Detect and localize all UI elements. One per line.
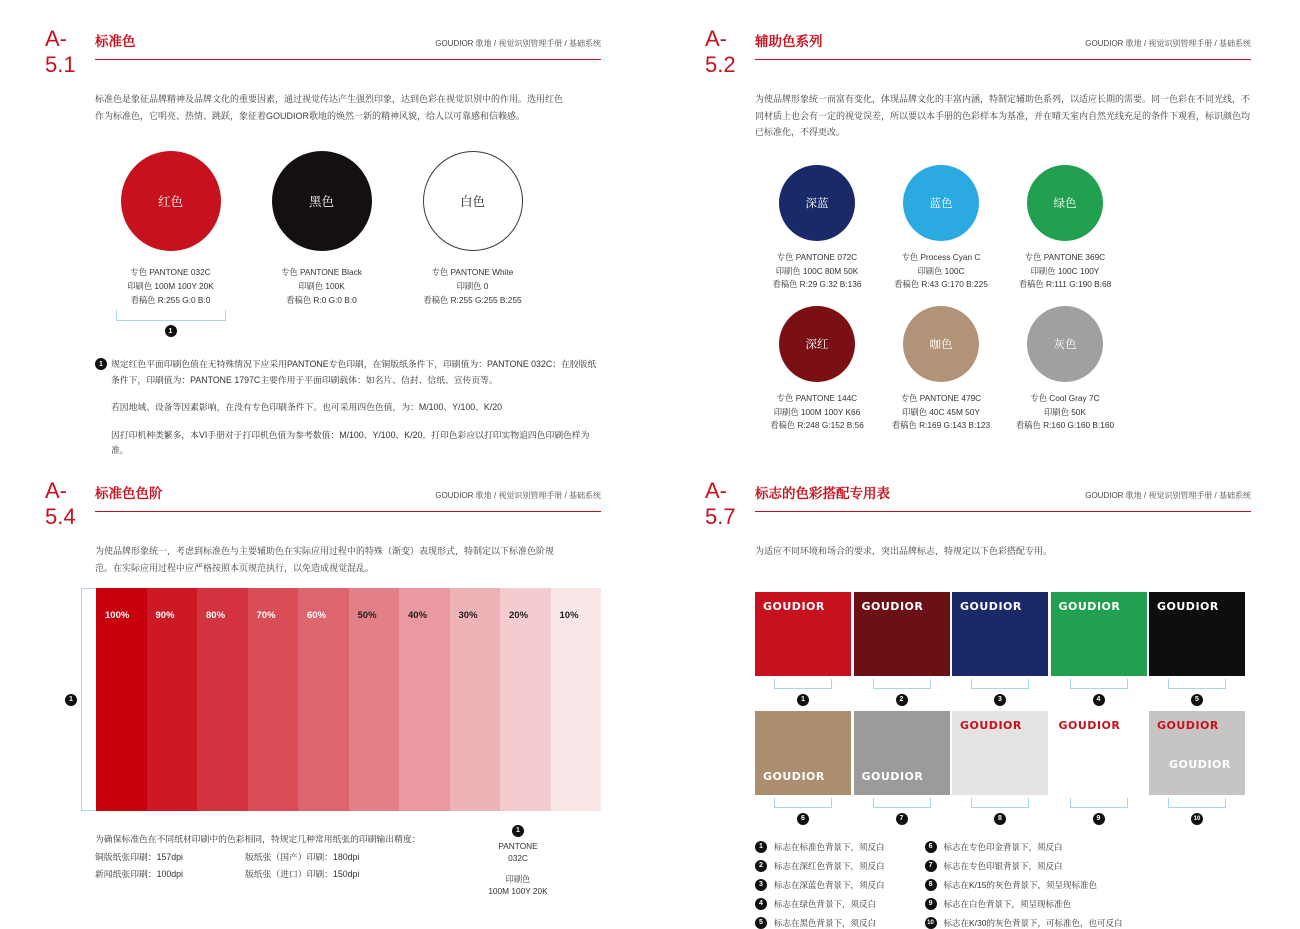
print-resolution-cell: 铜版纸张印刷：157dpi: [95, 851, 183, 862]
note-marker-badge: 1: [95, 358, 107, 370]
legend-text: 标志在K/15的灰色背景下，须呈现标准色: [943, 879, 1098, 890]
color-spec-line: 专色 PANTONE 144C: [776, 392, 858, 403]
legend-item: [925, 860, 1123, 872]
color-name-label: 深蓝: [805, 197, 829, 210]
legend-item: [925, 879, 1123, 891]
tile-number-badge: 10: [1191, 813, 1203, 825]
legend-text: 标志在绿色背景下，须反白: [774, 898, 877, 909]
brand-logo: GOUDIOR: [1058, 599, 1121, 613]
color-spec-line: 印刷色 0: [456, 280, 489, 291]
logo-color-legend: [755, 841, 1251, 929]
annotation-line: 印刷色: [505, 873, 531, 884]
legend-item: [755, 860, 885, 872]
brand-logo: GOUDIOR: [861, 769, 924, 783]
legend-text: 标志在深蓝色背景下，须反白: [774, 879, 885, 890]
note-marker-badge: 1: [65, 694, 77, 706]
color-spec: [892, 392, 990, 433]
tile-number-badge: 2: [896, 694, 908, 706]
color-name-label: 蓝色: [929, 197, 953, 210]
brand-logo: GOUDIOR: [1157, 718, 1219, 732]
color-spec-line: 印刷色 100K: [298, 280, 345, 291]
annotation-gap: [463, 865, 573, 873]
tint-percent-label: 20%: [509, 610, 529, 622]
color-spec: [894, 251, 988, 292]
tile-number-badge: 4: [1093, 694, 1105, 706]
color-item: [246, 151, 397, 337]
section-a54-color-scale: [45, 478, 601, 898]
logo-tile: [952, 711, 1048, 795]
legend-number-badge: 9: [925, 898, 937, 910]
standard-color-circles: [95, 151, 601, 337]
section-header: [45, 26, 601, 78]
color-spec-line: 看稿色 R:255 G:0 B:0: [130, 294, 211, 305]
manual-breadcrumb: GOUDIOR 歌地 / 视觉识别管理手册 / 基础系统: [435, 491, 601, 500]
print-resolution-cell: 版纸张（国产）印刷：180dpi: [245, 851, 360, 862]
note-bracket: [116, 310, 226, 321]
section-title: 标准色色阶: [95, 486, 163, 501]
section-a52-auxiliary-colors: [705, 26, 1251, 433]
color-spec-line: 看稿色 R:29 G:32 B:136: [772, 279, 862, 290]
logo-tile-cell: [952, 592, 1048, 706]
section-intro: 为使品牌形象统一，考虑到标准色与主要辅助色在实际应用过程中的特殊（渐变）表现形式，特制定以下标准色阶规范。在实际应用过程中应严格按照本页规范执行，以免造成视觉混乱。: [95, 546, 555, 573]
tile-bracket: [1168, 679, 1226, 689]
color-circle: [779, 165, 855, 241]
legend-number-badge: 7: [925, 860, 937, 872]
section-intro: 标准色是象征品牌精神及品牌文化的重要因素，通过视觉传达产生强烈印象，达到色彩在视觉识别中的作用。选用红色作为标准色，它明亮、热情、跳跃，象征着GOUDIOR歌地的焕然一新的精神风貌，给人以可靠感和信赖感。: [95, 94, 564, 121]
color-spec-line: 印刷色 100C: [917, 265, 965, 276]
color-spec-line: 印刷色 100C 80M 50K: [775, 265, 859, 276]
color-spec-line: 看稿色 R:0 G:0 B:0: [286, 294, 357, 305]
color-spec-line: 专色 PANTONE Black: [281, 267, 362, 278]
color-spec-line: 看稿色 R:169 G:143 B:123: [891, 420, 991, 431]
tint-percent-label: 90%: [155, 610, 175, 622]
logo-tile: [952, 592, 1048, 676]
legend-item: [925, 917, 1123, 929]
color-spec-line: 看稿色 R:248 G:152 B:56: [770, 420, 864, 431]
logo-tile: [854, 711, 950, 795]
color-name-label: 咖色: [929, 338, 953, 351]
tile-bracket: [1070, 798, 1128, 808]
color-spec-line: 看稿色 R:111 G:190 B:68: [1018, 279, 1112, 290]
color-spec: [770, 392, 864, 433]
legend-item: [755, 917, 885, 929]
legend-text: 标志在专色印金背景下，须反白: [943, 841, 1063, 852]
section-rule: [755, 30, 1251, 60]
logo-tile-cell: [1149, 592, 1245, 706]
legend-column-left: [755, 841, 885, 929]
color-item: [755, 306, 879, 433]
print-resolution-title: 为确保标准色在不同纸材印刷中的色彩相同，特规定几种常用纸张的印刷输出精度：: [95, 834, 421, 845]
color-spec: [1019, 251, 1111, 292]
logo-tile: [1051, 711, 1147, 795]
brand-logo: GOUDIOR: [763, 769, 825, 783]
legend-item: [755, 879, 885, 891]
tint-segment: [147, 588, 198, 811]
scale-bracket: [81, 588, 96, 811]
legend-number-badge: 4: [755, 898, 767, 910]
tint-segment: [96, 588, 147, 811]
color-name-label: 黑色: [308, 195, 334, 210]
section-header: [705, 478, 1251, 530]
tile-bracket: [1070, 679, 1128, 689]
auxiliary-color-circles: [755, 165, 1251, 433]
section-number: A-5.7: [705, 478, 736, 529]
tile-bracket: [873, 679, 931, 689]
color-spec-line: 专色 Process Cyan C: [901, 251, 981, 262]
section-intro: 为适应不同环境和场合的要求，突出品牌标志，特规定以下色彩搭配专用。: [755, 546, 1053, 556]
tint-percent-label: 60%: [307, 610, 327, 622]
logo-tile-cell: [755, 711, 851, 825]
print-resolution-block: [95, 831, 435, 897]
logo-tile: [1149, 592, 1245, 676]
color-name-label: 绿色: [1053, 197, 1077, 210]
color-item: [95, 151, 246, 337]
tile-bracket: [774, 679, 832, 689]
section-header: [45, 478, 601, 530]
logo-tile-cell: [1051, 711, 1147, 825]
color-spec: [1016, 392, 1114, 433]
color-circle: [1027, 165, 1103, 241]
print-resolution-cell: 新闻纸张印刷：100dpi: [95, 869, 183, 880]
tile-number-badge: 6: [797, 813, 809, 825]
legend-number-badge: 6: [925, 841, 937, 853]
color-spec-line: 看稿色 R:255 G:255 B:255: [423, 294, 522, 305]
logo-tile-cell: [854, 711, 950, 825]
section-content: [755, 543, 1251, 929]
color-spec-line: 印刷色 50K: [1044, 406, 1086, 417]
section-number: A-5.1: [45, 26, 76, 77]
manual-breadcrumb: GOUDIOR 歌地 / 视觉识别管理手册 / 基础系统: [1085, 39, 1251, 48]
color-item: [879, 165, 1003, 292]
tint-percent-label: 50%: [357, 610, 377, 622]
print-resolution-row: [95, 866, 435, 884]
section-a51-standard-color: [45, 26, 601, 470]
tile-number-badge: 1: [797, 694, 809, 706]
tint-segment: [450, 588, 501, 811]
tint-percent-label: 80%: [206, 610, 226, 622]
tint-segment: [551, 588, 602, 811]
tint-percent-label: 70%: [256, 610, 276, 622]
tile-bracket: [774, 798, 832, 808]
legend-number-badge: 8: [925, 879, 937, 891]
tint-percent-label: 10%: [559, 610, 579, 622]
logo-tile: [755, 711, 851, 795]
color-name-label: 白色: [459, 195, 485, 210]
legend-text: 标志在深红色背景下，须反白: [774, 860, 885, 871]
annotation-line: PANTONE: [498, 840, 538, 851]
color-item: [397, 151, 548, 337]
brand-logo: GOUDIOR: [1058, 718, 1121, 732]
logo-tile: [755, 592, 851, 676]
tint-segment: [500, 588, 551, 811]
section-content: [755, 91, 1251, 433]
tile-number-badge: 5: [1191, 694, 1203, 706]
color-circle: [903, 165, 979, 241]
legend-text: 标志在专色印银背景下，须反白: [943, 860, 1063, 871]
print-resolution-row: [95, 849, 435, 867]
logo-tile-cell: [952, 711, 1048, 825]
color-spec-line: 专色 PANTONE 032C: [130, 267, 211, 278]
tint-scale-bar: [96, 588, 601, 811]
color-circle: [272, 151, 372, 251]
tile-bracket: [971, 679, 1029, 689]
legend-item: [755, 841, 885, 853]
tint-percent-label: 100%: [105, 610, 130, 622]
pantone-annotation: [463, 823, 573, 897]
note-marker-badge: 1: [165, 325, 177, 337]
logo-tile-cell: [1149, 711, 1245, 825]
color-name-label: 深红: [805, 338, 829, 351]
tile-bracket: [971, 798, 1029, 808]
tint-percent-label: 30%: [458, 610, 478, 622]
logo-tile: [1051, 592, 1147, 676]
legend-number-badge: 1: [755, 841, 767, 853]
color-spec-line: 专色 PANTONE 369C: [1024, 251, 1106, 262]
tint-percent-label: 40%: [408, 610, 428, 622]
legend-number-badge: 5: [755, 917, 767, 929]
color-item: [879, 306, 1003, 433]
tile-number-badge: 3: [994, 694, 1006, 706]
legend-item: [755, 898, 885, 910]
color-circle: [121, 151, 221, 251]
color-circle: [1027, 306, 1103, 382]
legend-number-badge: 2: [755, 860, 767, 872]
logo-tile: [854, 592, 950, 676]
section-intro: 为使品牌形象统一而富有变化，体现品牌文化的丰富内涵，特制定辅助色系列，以适应长期的需要。同一色彩在不同光线，不同材质上也会有一定的视觉误差，所以要以本手册的色彩样本为基准，并在晴天室内自然光线充足的条件下观看，标识颜色均已标准化，不得更改。: [755, 94, 1251, 138]
legend-item: [925, 898, 1123, 910]
color-spec-line: 专色 PANTONE 479C: [900, 392, 982, 403]
color-name-label: 红色: [157, 195, 183, 210]
color-name-label: 灰色: [1053, 338, 1077, 351]
legend-text: 标志在标准色背景下，须反白: [774, 841, 885, 852]
color-spec-line: 看稿色 R:43 G:170 B:225: [894, 279, 988, 290]
standard-color-notes: [95, 357, 601, 458]
section-a57-logo-color-table: [705, 478, 1251, 929]
section-number: A-5.2: [705, 26, 736, 77]
section-title: 辅助色系列: [755, 34, 823, 49]
note-paragraph: 规定红色平面印刷色值在无特殊情况下应采用PANTONE专色印刷，在铜版纸条件下，印刷值为：PANTONE 032C；在胶版纸条件下，印刷值为：PANTONE 1797C主要作用于平面印刷载体：如名片、信封、信纸、宣传页等。: [111, 359, 597, 385]
tile-number-badge: 8: [994, 813, 1006, 825]
scale-marker-column: [65, 588, 81, 811]
tint-segment: [349, 588, 400, 811]
color-spec-line: 印刷色 40C 45M 50Y: [902, 406, 980, 417]
annotation-line: 100M 100Y 20K: [488, 886, 548, 897]
legend-number-badge: 10: [925, 917, 937, 929]
tint-segment: [298, 588, 349, 811]
legend-text: 标志在黑色背景下，须反白: [774, 917, 877, 928]
tint-segment: [248, 588, 299, 811]
manual-breadcrumb: GOUDIOR 歌地 / 视觉识别管理手册 / 基础系统: [1085, 491, 1251, 500]
color-circle: [423, 151, 523, 251]
color-spec: [281, 266, 362, 307]
brand-logo: GOUDIOR: [960, 599, 1022, 613]
legend-number-badge: 3: [755, 879, 767, 891]
section-content: [95, 543, 601, 576]
color-spec: [772, 251, 861, 292]
color-spec-line: 看稿色 R:160 G:160 B:160: [1015, 420, 1115, 431]
logo-tile-cell: [854, 592, 950, 706]
print-resolution-cell: 版纸张（进口）印刷：150dpi: [245, 869, 360, 880]
tile-number-badge: 9: [1093, 813, 1105, 825]
legend-text: 标志在白色背景下，须呈现标准色: [943, 898, 1072, 909]
legend-text: 标志在K/30的灰色背景下，可标准色，也可反白: [943, 917, 1123, 928]
logo-tile-cell: [755, 592, 851, 706]
annotation-line: 032C: [508, 853, 528, 864]
color-spec-line: 印刷色 100C 100Y: [1030, 265, 1100, 276]
section-title: 标准色: [95, 34, 136, 49]
color-item: [755, 165, 879, 292]
legend-column-right: [925, 841, 1123, 929]
note-marker-badge: 1: [512, 825, 524, 837]
note-paragraph: 因打印机种类繁多，本VI手册对于打印机色值为参考数值：M/100、Y/100、K/20。打印色彩应以打印实物追四色印刷色样为准。: [111, 429, 590, 455]
color-item: [1003, 306, 1127, 433]
color-spec-line: 专色 PANTONE White: [431, 267, 514, 278]
brand-logo: GOUDIOR: [1157, 599, 1219, 613]
tile-number-badge: 7: [896, 813, 908, 825]
section-rule: [95, 30, 601, 60]
color-circle: [903, 306, 979, 382]
color-spec-line: 印刷色 100M 100Y 20K: [127, 280, 214, 291]
section-rule: [95, 482, 601, 512]
note-paragraph: 若因地域、设备等因素影响，在没有专色印刷条件下。也可采用四色色值，为：M/100、Y/100、K/20: [111, 402, 503, 413]
color-circle: [779, 306, 855, 382]
brand-logo: GOUDIOR: [763, 599, 825, 613]
tile-bracket: [873, 798, 931, 808]
section-rule: [755, 482, 1251, 512]
logo-tiles-row-2: [755, 711, 1251, 825]
color-item: [1003, 165, 1127, 292]
color-spec: [423, 266, 521, 307]
color-spec: [127, 266, 214, 307]
tint-segment: [197, 588, 248, 811]
section-title: 标志的色彩搭配专用表: [755, 486, 890, 501]
color-spec-line: 印刷色 100M 100Y K66: [773, 406, 861, 417]
tile-bracket: [1168, 798, 1226, 808]
logo-tiles-row-1: [755, 592, 1251, 706]
brand-logo: GOUDIOR: [960, 718, 1022, 732]
tint-scale: [65, 588, 601, 811]
section-header: [705, 26, 1251, 78]
brand-logo: GOUDIOR: [861, 599, 924, 613]
logo-tile: [1149, 711, 1245, 795]
legend-item: [925, 841, 1123, 853]
color-spec-line: 专色 Cool Gray 7C: [1030, 392, 1100, 403]
color-spec-line: 专色 PANTONE 072C: [776, 251, 858, 262]
logo-tile-cell: [1051, 592, 1147, 706]
section-number: A-5.4: [45, 478, 76, 529]
section-content: [95, 91, 601, 458]
tint-segment: [399, 588, 450, 811]
manual-breadcrumb: GOUDIOR 歌地 / 视觉识别管理手册 / 基础系统: [435, 39, 601, 48]
brand-logo: GOUDIOR: [1169, 757, 1231, 771]
scale-footer: [95, 827, 601, 897]
